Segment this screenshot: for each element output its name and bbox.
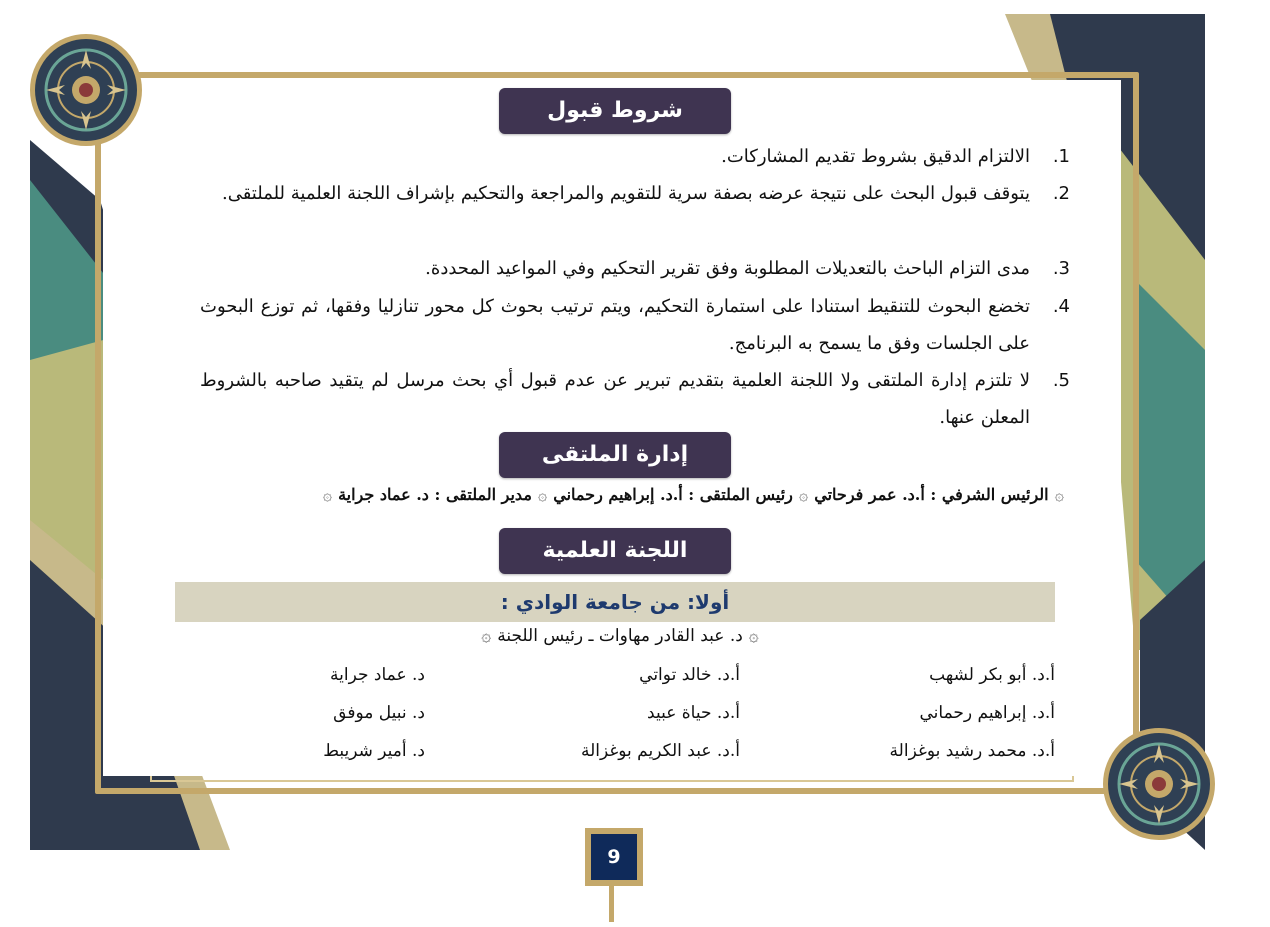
condition-text: يتوقف قبول البحث على نتيجة عرضه بصفة سرية للتقويم والمراجعة والتحكيم بإشراف اللجنة العلمية للملتقى. <box>221 183 1030 204</box>
committee-member: أ.د. محمد رشيد بوغزالة <box>889 741 1055 761</box>
condition-number: 3. <box>1052 258 1070 279</box>
condition-item-5 <box>200 362 1070 436</box>
conference-director: مدير الملتقى : د. عماد جراية <box>338 485 532 504</box>
conference-president: رئيس الملتقى : أ.د. إبراهيم رحماني <box>553 485 793 504</box>
committee-member: د. نبيل موفق <box>333 703 425 723</box>
page-number-stem <box>609 886 614 922</box>
diamond-icon: ۞ <box>481 626 492 646</box>
condition-text: مدى التزام الباحث بالتعديلات المطلوبة وفق تقرير التحكيم وفي المواعيد المحددة. <box>425 258 1030 279</box>
condition-item-3 <box>200 250 1070 287</box>
condition-number: 5. <box>1052 370 1070 391</box>
ornament-medallion-top-left <box>30 34 142 146</box>
condition-text: الالتزام الدقيق بشروط تقديم المشاركات. <box>721 146 1030 167</box>
condition-item-1 <box>200 138 1070 175</box>
committee-member: أ.د. أبو بكر لشهب <box>929 665 1055 685</box>
page-number: 9 <box>591 834 637 880</box>
diamond-icon: ۞ <box>798 485 809 504</box>
conditions-heading: شروط قبول المشاركة <box>499 88 731 134</box>
diamond-icon: ۞ <box>748 626 759 646</box>
committee-member: أ.د. عبد الكريم بوغزالة <box>580 741 740 761</box>
committee-member: أ.د. خالد تواتي <box>639 665 740 685</box>
committee-member: أ.د. إبراهيم رحماني <box>919 703 1055 723</box>
administration-heading: إدارة الملتقى <box>499 432 731 478</box>
condition-number: 1. <box>1052 146 1070 167</box>
honorary-president: الرئيس الشرفي : أ.د. عمر فرحاتي <box>814 485 1049 504</box>
committee-member: د. أمير شريبط <box>323 741 425 761</box>
committee-section-band: أولا: من جامعة الوادي : <box>175 582 1055 622</box>
committee-member: أ.د. حياة عبيد <box>647 703 740 723</box>
administration-line <box>190 485 1070 504</box>
page-number-box <box>585 828 643 886</box>
committee-chair <box>440 625 800 646</box>
committee-member: د. عماد جراية <box>330 665 425 685</box>
ornament-medallion-bottom-right <box>1103 728 1215 840</box>
condition-number: 2. <box>1052 183 1070 204</box>
diamond-icon: ۞ <box>1054 485 1064 504</box>
condition-text: تخضع البحوث للتنقيط استنادا على استمارة التحكيم، ويتم ترتيب بحوث كل محور تنازليا وفقها، ثم توزع البحوث على الجلسات وفق ما يسمح به البرنامج. <box>200 296 1030 354</box>
condition-item-4 <box>200 288 1070 362</box>
diamond-icon: ۞ <box>537 485 548 504</box>
condition-item-2 <box>200 175 1070 212</box>
committee-chair-name: د. عبد القادر مهاوات ـ رئيس اللجنة <box>497 626 743 646</box>
condition-number: 4. <box>1052 296 1070 317</box>
condition-text: لا تلتزم إدارة الملتقى ولا اللجنة العلمية بتقديم تبرير عن عدم قبول أي بحث مرسل لم يتقيد صاحبه بالشروط المعلن عنها. <box>200 370 1030 428</box>
committee-heading: اللجنة العلمية <box>499 528 731 574</box>
diamond-icon: ۞ <box>322 485 333 504</box>
